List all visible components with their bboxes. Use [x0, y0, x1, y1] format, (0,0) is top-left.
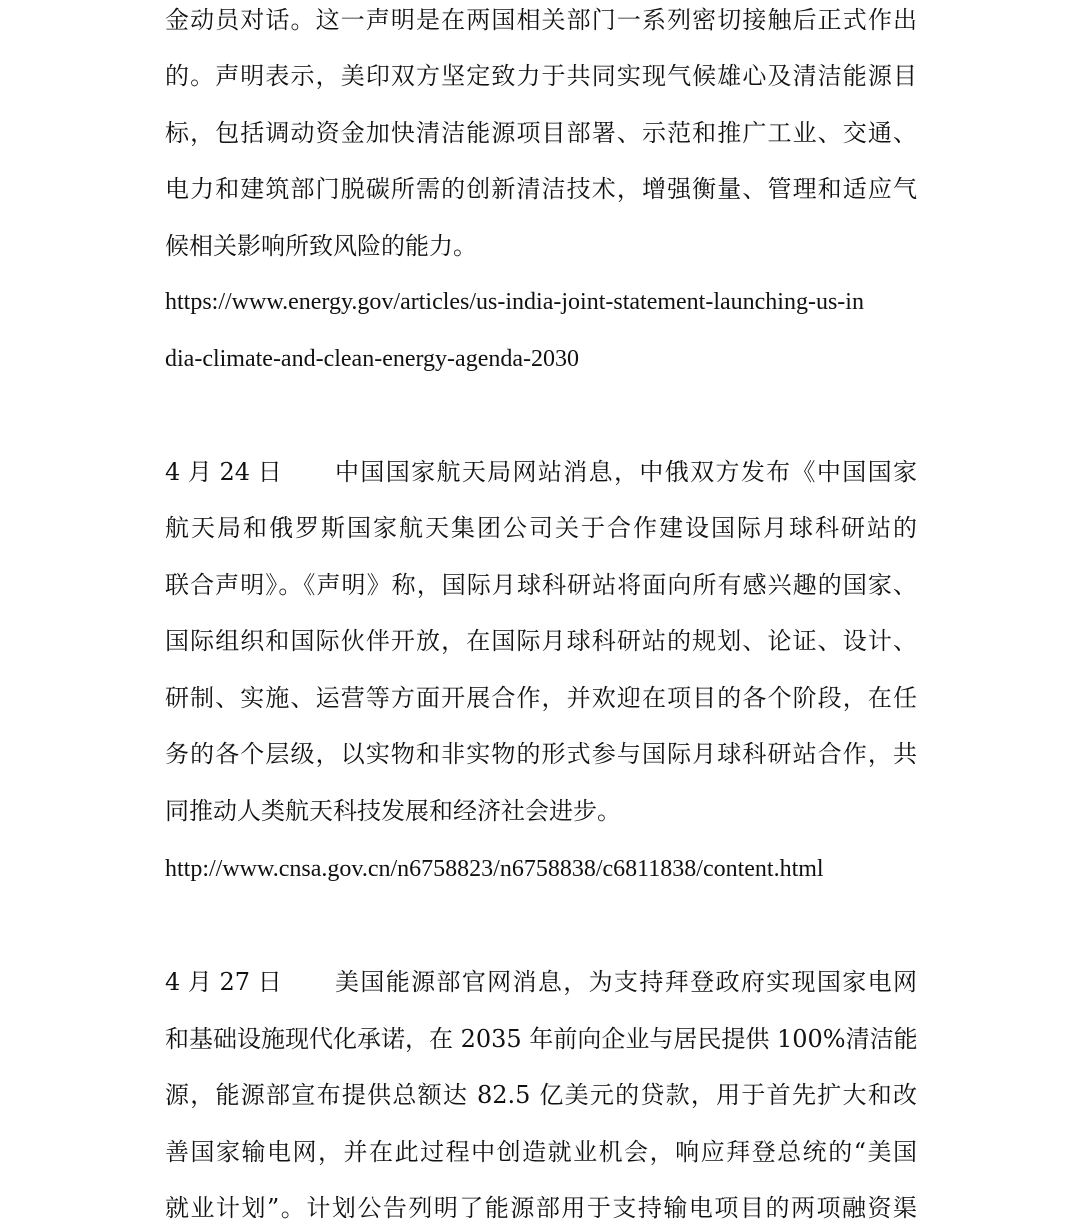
entry-0424-first-text: 中国国家航天局网站消息，中俄双方发布《中国国家 [335, 458, 917, 486]
entry-0427-first-line [165, 966, 917, 998]
entry-date: 4 月 24 日 [165, 458, 282, 486]
entry-0424-line: 同推动人类航天科技发展和经济社会进步。 [165, 797, 621, 825]
entry-prev-url[interactable]: https://www.energy.gov/articles/us-india-joint-statement-launching-us-in [165, 289, 864, 315]
entry-0427-line: 和基础设施现代化承诺，在 2035 年前向企业与居民提供 100%清洁能 [165, 1025, 918, 1053]
entry-0427-line: 就业计划”。计划公告列明了能源部用于支持输电项目的两项融资渠 [165, 1194, 917, 1222]
entry-0427-first-text: 美国能源部官网消息，为支持拜登政府实现国家电网 [335, 968, 917, 996]
entry-prev-line: 电力和建筑部门脱碳所需的创新清洁技术，增强衡量、管理和适应气 [165, 175, 917, 203]
entry-0427-line: 善国家输电网，并在此过程中创造就业机会，响应拜登总统的“美国 [165, 1138, 917, 1166]
entry-prev-line: 的。声明表示，美印双方坚定致力于共同实现气候雄心及清洁能源目 [165, 62, 917, 90]
entry-0424-line: 务的各个层级，以实物和非实物的形式参与国际月球科研站合作，共 [165, 740, 917, 768]
entry-prev-url[interactable]: dia-climate-and-clean-energy-agenda-2030 [165, 346, 579, 372]
entry-0424-line: 航天局和俄罗斯国家航天集团公司关于合作建设国际月球科研站的 [165, 514, 917, 542]
entry-0424-first-line [165, 456, 917, 488]
entry-0424-line: 联合声明》。《声明》称，国际月球科研站将面向所有感兴趣的国家、 [165, 571, 917, 599]
entry-date: 4 月 27 日 [165, 968, 282, 996]
entry-prev-line: 候相关影响所致风险的能力。 [165, 232, 477, 260]
entry-0424-line: 研制、实施、运营等方面开展合作，并欢迎在项目的各个阶段，在任 [165, 684, 917, 712]
entry-0424-line: 国际组织和国际伙伴开放，在国际月球科研站的规划、论证、设计、 [165, 627, 917, 655]
entry-0427-line: 源，能源部宣布提供总额达 82.5 亿美元的贷款，用于首先扩大和改 [165, 1081, 917, 1109]
entry-prev-line: 金动员对话。这一声明是在两国相关部门一系列密切接触后正式作出 [165, 6, 917, 34]
entry-prev-line: 标，包括调动资金加快清洁能源项目部署、示范和推广工业、交通、 [165, 119, 917, 147]
entry-0424-url[interactable]: http://www.cnsa.gov.cn/n6758823/n6758838/c6811838/content.html [165, 856, 824, 882]
